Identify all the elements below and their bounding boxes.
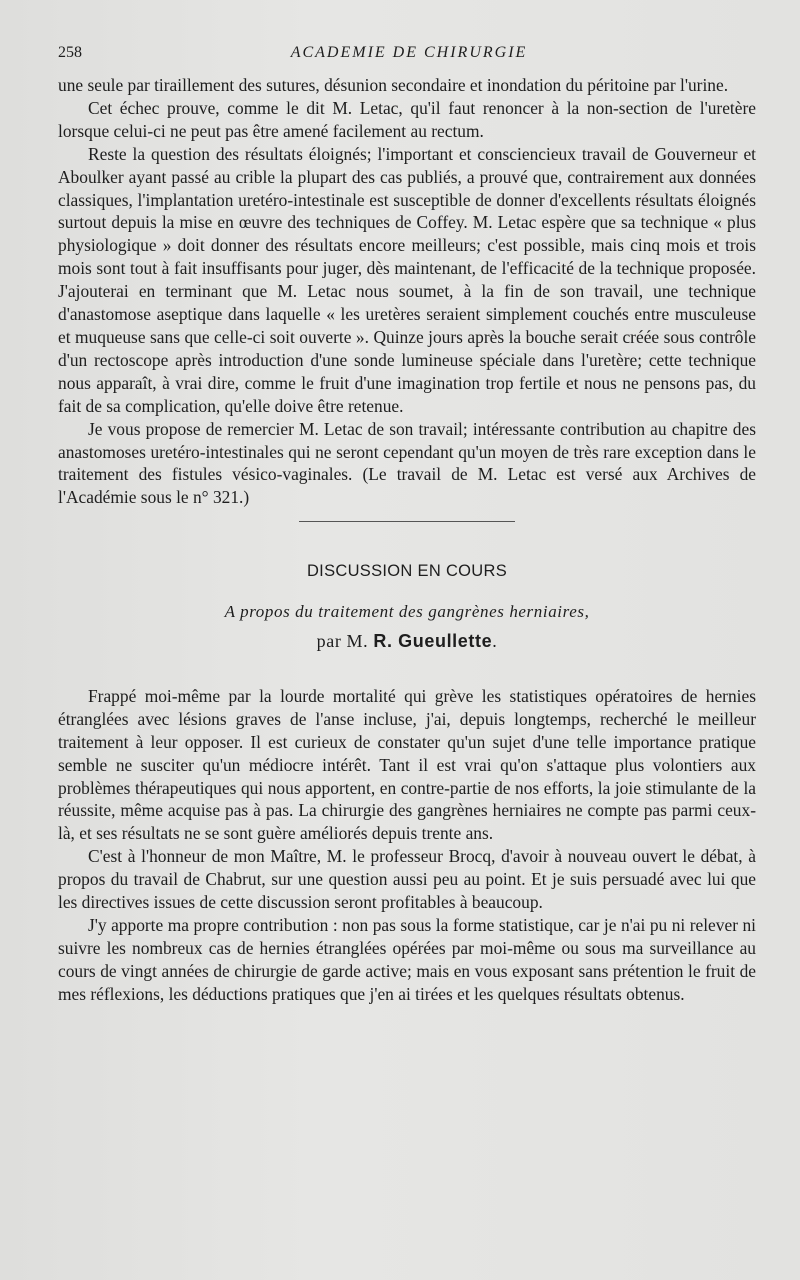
page-header xyxy=(58,44,760,66)
running-title: ACADEMIE DE CHIRURGIE xyxy=(290,44,528,61)
byline-prefix: par M. xyxy=(316,631,369,652)
section-heading: DISCUSSION EN COURS xyxy=(306,562,508,581)
paragraph: Je vous propose de remercier M. Letac de son travail; intéressante contribution au chapitre des anastomoses uretéro-intestinales qui ne seront cependant qu'un moyen de très rare exception dans le traitement des fistules vésico-vaginales. (Le travail de M. Letac est versé aux Archives de l'Académie sous le n° 321.) xyxy=(58,418,756,508)
paragraph: Frappé moi-même par la lourde mortalité qui grève les statistiques opératoires de hernies étranglées avec lésions graves de l'anse incluse, j'ai, depuis longtemps, recherché le meilleur traitement à leur opposer. Il est curieux de constater qu'un sujet d'une telle importance pratique semble ne susciter qu'un médiocre intérêt. Tant il est vrai qu'on s'attaque plus volontiers aux problèmes thérapeutiques qui nous apportent, en contre-partie de nos efforts, la joie stimulante de la réussite, même acquise pas à pas. La chirurgie des gangrènes herniaires ne compte pas parmi ceux-là, et ses résultats ne se sont guère améliorés depuis trente ans. xyxy=(58,685,756,844)
paragraph: C'est à l'honneur de mon Maître, M. le professeur Brocq, d'avoir à nouveau ouvert le débat, à propos du travail de Chabrut, sur une question aussi peu au point. Et je suis persuadé avec lui que les directives issues de cette discussion seront profitables à beaucoup. xyxy=(58,846,756,913)
byline xyxy=(58,630,756,653)
byline-suffix: . xyxy=(492,631,498,652)
author-name: R. Gueullette xyxy=(373,631,493,652)
paragraph: Cet échec prouve, comme le dit M. Letac, qu'il faut renoncer à la non-section de l'uretère lorsque celui-ci ne peut pas être amené facilement au rectum. xyxy=(58,97,756,141)
article-subtitle: A propos du traitement des gangrènes herniaires, xyxy=(224,602,590,622)
paragraph: Reste la question des résultats éloignés; l'important et consciencieux travail de Gouverneur et Aboulker ayant passé au crible la plupart des cas publiés, a prouvé que, contrairement aux données classiques, l'implantation uretéro-intestinale est susceptible de donner d'excellents résultats éloignés surtout depuis la mise en œuvre des techniques de Coffey. M. Letac espère que sa technique « plus physiologique » doit donner des résultats encore meilleurs; c'est possible, mais cinq mois et trois mois sont tout à fait insuffisants pour juger, dès maintenant, de l'efficacité de la technique proposée. J'ajouterai en terminant que M. Letac nous soumet, à la fin de son travail, une technique d'anastomose aseptique dans laquelle « les uretères seraient simplement couchés entre musculeuse et muqueuse sans que celle-ci soit ouverte ». Quinze jours après la bouche serait créée sous contrôle d'un rectoscope après introduction d'une sonde lumineuse spéciale dans l'uretère; cette technique nous apparaît, à vrai dire, comme le fruit d'une imagination trop fertile et nous ne pensons pas, du fait de sa complication, qu'elle doive être retenue. xyxy=(58,143,756,416)
paragraph: une seule par tiraillement des sutures, désunion secondaire et inondation du péritoine par l'urine. xyxy=(58,75,729,95)
section-divider xyxy=(299,521,515,522)
paragraph: J'y apporte ma propre contribution : non pas sous la forme statistique, car je n'ai pu ni relever ni suivre les nombreux cas de hernies étranglées opérées par moi-même ou sous ma surveillance au cours de vingt années de chirurgie de garde active; mais en vous exposant sans prétention le fruit de mes réflexions, les déductions pratiques que j'en ai tirées et les quelques résultats obtenus. xyxy=(58,915,756,1004)
body-text xyxy=(58,74,756,1006)
page-number: 258 xyxy=(58,44,82,61)
